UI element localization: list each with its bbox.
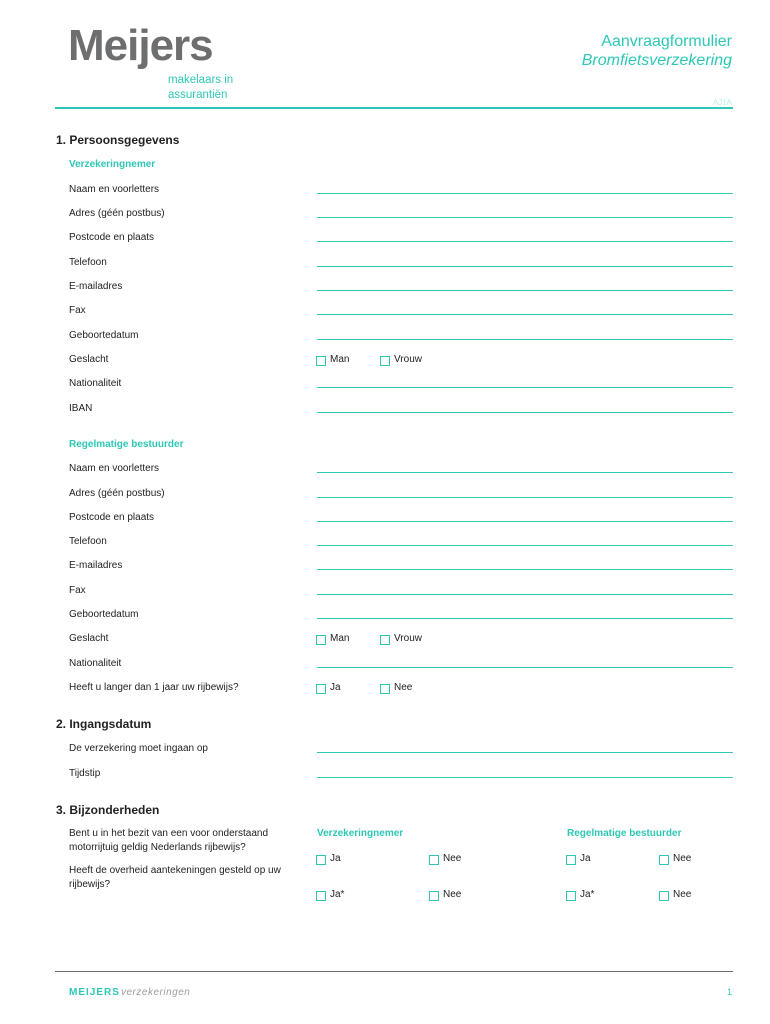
section2-title: 2. Ingangsdatum xyxy=(56,717,152,731)
vn-phone-label: Telefoon xyxy=(69,257,107,268)
q2-rb-nee-label: Nee xyxy=(673,889,692,900)
rb-name-label: Naam en voorletters xyxy=(69,463,160,474)
logo-tagline xyxy=(168,73,233,103)
start-date-label: De verzekering moet ingaan op xyxy=(69,743,208,754)
vn-postcode-label: Postcode en plaats xyxy=(69,232,155,243)
rb-gender-man-label: Man xyxy=(330,633,350,644)
vn-gender-vrouw-checkbox[interactable] xyxy=(380,356,390,366)
q1-rb-ja-checkbox[interactable] xyxy=(566,855,576,865)
vn-birthdate-label: Geboortedatum xyxy=(69,330,139,341)
rb-license-ja-checkbox[interactable] xyxy=(316,684,326,694)
rb-phone-label: Telefoon xyxy=(69,536,107,547)
vn-email-label: E-mailadres xyxy=(69,281,123,292)
bestuurder-subtitle: Regelmatige bestuurder xyxy=(69,439,184,450)
vn-iban-label: IBAN xyxy=(69,403,93,414)
q1-vn-nee-checkbox[interactable] xyxy=(429,855,439,865)
rb-fax-label: Fax xyxy=(69,585,86,596)
rb-email-label: E-mailadres xyxy=(69,560,123,571)
vn-gender-label: Geslacht xyxy=(69,354,109,365)
col-verzekeringnemer-header: Verzekeringnemer xyxy=(317,828,404,839)
vn-fax-field[interactable] xyxy=(317,314,733,315)
form-code: AJ1A xyxy=(712,98,732,107)
vn-gender-man-label: Man xyxy=(330,354,350,365)
q2-vn-ja-checkbox[interactable] xyxy=(316,891,326,901)
rb-license-nee-label: Nee xyxy=(394,682,413,693)
vn-nationality-field[interactable] xyxy=(317,387,733,388)
vn-address-field[interactable] xyxy=(317,217,733,218)
tagline-line1: makelaars in xyxy=(168,74,234,86)
footer-brand-suffix: verzekeringen xyxy=(121,987,191,998)
rb-postcode-label: Postcode en plaats xyxy=(69,512,155,523)
rb-license-ja-label: Ja xyxy=(330,682,341,693)
q1-rb-nee-checkbox[interactable] xyxy=(659,855,669,865)
page-number: 1 xyxy=(726,987,732,997)
rb-email-field[interactable] xyxy=(317,569,733,570)
footer-divider xyxy=(55,971,733,972)
start-time-label: Tijdstip xyxy=(69,768,101,779)
q2-rb-ja-label: Ja* xyxy=(580,889,595,900)
question-license-notes: Heeft de overheid aantekeningen gesteld op uw rijbewijs? xyxy=(69,865,281,890)
vn-email-field[interactable] xyxy=(317,290,733,291)
q2-vn-nee-checkbox[interactable] xyxy=(429,891,439,901)
rb-birthdate-label: Geboortedatum xyxy=(69,609,139,620)
rb-gender-vrouw-label: Vrouw xyxy=(394,633,422,644)
rb-address-field[interactable] xyxy=(317,497,733,498)
rb-address-label: Adres (géén postbus) xyxy=(69,488,165,499)
rb-license-nee-checkbox[interactable] xyxy=(380,684,390,694)
footer-brand: MEIJERS xyxy=(69,987,120,998)
rb-nationality-field[interactable] xyxy=(317,667,733,668)
vn-fax-label: Fax xyxy=(69,305,86,316)
vn-birthdate-field[interactable] xyxy=(317,339,733,340)
vn-gender-man-checkbox[interactable] xyxy=(316,356,326,366)
rb-nationality-label: Nationaliteit xyxy=(69,658,122,669)
rb-name-field[interactable] xyxy=(317,472,733,473)
q1-vn-ja-label: Ja xyxy=(330,853,341,864)
company-logo: Meijers xyxy=(68,21,213,70)
rb-license-question: Heeft u langer dan 1 jaar uw rijbewijs? xyxy=(69,682,239,693)
tagline-line2: assurantiën xyxy=(168,89,228,101)
verzekeringnemer-subtitle: Verzekeringnemer xyxy=(69,159,156,170)
rb-phone-field[interactable] xyxy=(317,545,733,546)
q2-vn-nee-label: Nee xyxy=(443,889,462,900)
vn-gender-vrouw-label: Vrouw xyxy=(394,354,422,365)
header-divider xyxy=(55,107,733,109)
col-bestuurder-header: Regelmatige bestuurder xyxy=(567,828,682,839)
vn-address-label: Adres (géén postbus) xyxy=(69,208,165,219)
section3-title: 3. Bijzonderheden xyxy=(56,803,160,817)
rb-fax-field[interactable] xyxy=(317,594,733,595)
q1-rb-nee-label: Nee xyxy=(673,853,692,864)
rb-birthdate-field[interactable] xyxy=(317,618,733,619)
vn-name-label: Naam en voorletters xyxy=(69,184,160,195)
vn-iban-field[interactable] xyxy=(317,412,733,413)
rb-gender-man-checkbox[interactable] xyxy=(316,635,326,645)
vn-postcode-field[interactable] xyxy=(317,241,733,242)
q2-vn-ja-label: Ja* xyxy=(330,889,345,900)
start-time-field[interactable] xyxy=(317,777,733,778)
q1-vn-nee-label: Nee xyxy=(443,853,462,864)
q1-rb-ja-label: Ja xyxy=(580,853,591,864)
rb-gender-vrouw-checkbox[interactable] xyxy=(380,635,390,645)
vn-phone-field[interactable] xyxy=(317,266,733,267)
question-valid-license: Bent u in het bezit van een voor onderstaand motorrijtuig geldig Nederlands rijbewijs? xyxy=(69,828,269,853)
form-subtitle: Bromfietsverzekering xyxy=(581,52,732,69)
vn-nationality-label: Nationaliteit xyxy=(69,378,122,389)
q2-rb-ja-checkbox[interactable] xyxy=(566,891,576,901)
q2-rb-nee-checkbox[interactable] xyxy=(659,891,669,901)
section1-title: 1. Persoonsgegevens xyxy=(56,133,180,147)
form-title: Aanvraagformulier xyxy=(601,33,732,50)
q1-vn-ja-checkbox[interactable] xyxy=(316,855,326,865)
rb-gender-label: Geslacht xyxy=(69,633,109,644)
start-date-field[interactable] xyxy=(317,752,733,753)
vn-name-field[interactable] xyxy=(317,193,733,194)
rb-postcode-field[interactable] xyxy=(317,521,733,522)
